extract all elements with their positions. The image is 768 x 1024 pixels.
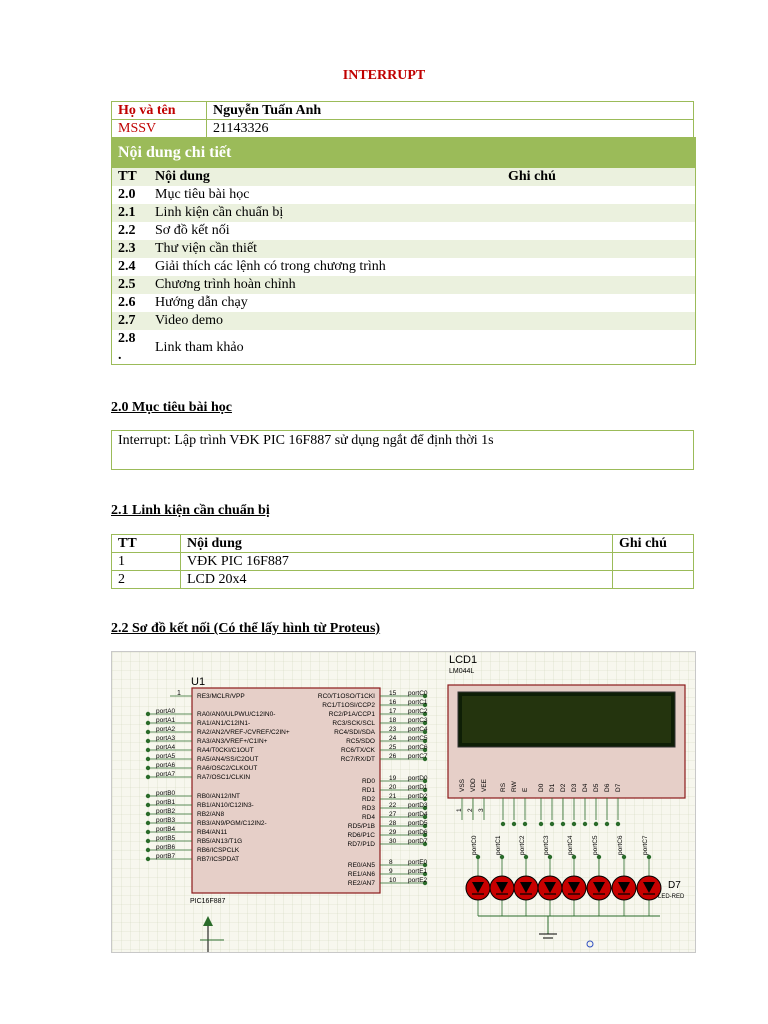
port-label: portC6 — [408, 744, 428, 751]
wire-junction — [583, 822, 587, 826]
student-info-table — [111, 101, 694, 138]
mcu-right-pin-label: RC5/SDO — [346, 738, 375, 745]
lcd-pin-number: 3 — [478, 808, 485, 812]
lcd-pin-label: RS — [500, 782, 507, 792]
toc-text: Thư viện cần thiết — [155, 241, 258, 256]
wire-junction — [594, 822, 598, 826]
toc-row — [112, 222, 695, 240]
toc-tt: 2.6 — [118, 295, 136, 310]
mcu-left-pin-label: RA6/OSC2/CLKOUT — [197, 765, 258, 772]
comp-text: LCD 20x4 — [181, 571, 613, 589]
pin-number: 30 — [389, 838, 397, 845]
pin-number: 10 — [389, 877, 397, 884]
port-label: portB0 — [156, 790, 176, 797]
port-label: portB1 — [156, 799, 176, 806]
comp-text: VĐK PIC 16F887 — [181, 553, 613, 571]
lcd-pin-number: 1 — [456, 808, 463, 812]
toc-text: Link tham khảo — [155, 339, 244, 355]
mcu-left-pin-label: RA1/AN1/C12IN1- — [197, 720, 251, 727]
toc-text: Video demo — [155, 313, 223, 328]
pin-number: 27 — [389, 811, 397, 818]
lcd-pin-label: VSS — [459, 778, 466, 792]
pin-number: 26 — [389, 753, 397, 760]
port-label: portD7 — [408, 838, 428, 845]
mcu-right-pin-label: RD0 — [361, 778, 375, 785]
lcd-pin-label: D6 — [604, 783, 611, 792]
wire-junction — [146, 730, 150, 734]
port-label: portD0 — [408, 775, 428, 782]
toc-row — [112, 276, 695, 294]
toc-row — [112, 204, 695, 222]
pin-number: 9 — [389, 868, 393, 875]
mcu-right-pin-label: RC4/SDI/SDA — [334, 729, 375, 736]
port-label: portE2 — [408, 877, 428, 884]
lcd-pin-label: RW — [511, 781, 518, 792]
mcu-right-pin-label: RD4 — [361, 814, 375, 821]
lcd-pin-label: D0 — [538, 783, 545, 792]
toc-text: Hướng dẫn chạy — [155, 295, 248, 310]
port-label: portA6 — [156, 762, 176, 769]
led-ref: D7 — [668, 880, 681, 891]
wire-junction — [146, 848, 150, 852]
led-port-label: portC0 — [471, 835, 478, 855]
id-label: MSSV — [112, 120, 207, 138]
toc-row — [112, 294, 695, 312]
port-label: portA1 — [156, 717, 176, 724]
comp-note — [613, 553, 694, 571]
port-label: portC7 — [408, 753, 428, 760]
wire-junction — [146, 803, 150, 807]
wire-junction — [501, 822, 505, 826]
toc-row — [112, 186, 695, 204]
name-value: Nguyễn Tuấn Anh — [207, 102, 694, 120]
toc-tt: 2.7 — [118, 313, 136, 328]
mcu-right-pin-label: RC7/RX/DT — [340, 756, 375, 763]
pin-number: 23 — [389, 726, 397, 733]
lcd-pin-label: D2 — [560, 783, 567, 792]
port-label: portD2 — [408, 793, 428, 800]
wire-junction — [550, 822, 554, 826]
wire-junction — [523, 822, 527, 826]
pin1-number: 1 — [177, 690, 181, 697]
mcu-right-pin-label: RD7/P1D — [347, 841, 375, 848]
wire-junction — [146, 812, 150, 816]
port-label: portA5 — [156, 753, 176, 760]
wire-junction — [146, 748, 150, 752]
toc-text: Chương trình hoàn chỉnh — [155, 277, 296, 292]
pin-number: 20 — [389, 784, 397, 791]
port-label: portC2 — [408, 708, 428, 715]
port-label: portA0 — [156, 708, 176, 715]
lcd-part: LM044L — [449, 668, 475, 675]
mcu-right-pin-label: RD3 — [361, 805, 375, 812]
mcu-right-pin-label: RD6/P1C — [347, 832, 375, 839]
mcu-right-pin-label: RC0/T1OSO/T1CKI — [317, 693, 375, 700]
led-port-label: portC5 — [592, 835, 599, 855]
port-label: portA7 — [156, 771, 176, 778]
wire-junction — [146, 739, 150, 743]
port-label: portC1 — [408, 699, 428, 706]
wire-junction — [512, 822, 516, 826]
mcu-left-pin-label: RA2/AN2/VREF-/CVREF/C2IN+ — [197, 729, 290, 736]
toc-row — [112, 258, 695, 276]
toc-text: Giải thích các lệnh có trong chương trình — [155, 259, 386, 274]
comp-col-note: Ghi chú — [613, 535, 694, 553]
mcu-left-pin-label: RB6/ICSPCLK — [197, 847, 240, 854]
toc-heading: Nội dung chi tiết — [112, 137, 695, 168]
lcd-pin-label: D7 — [615, 783, 622, 792]
pin-number: 17 — [389, 708, 397, 715]
led-port-label: portC4 — [567, 835, 574, 855]
lcd-screen-inner — [462, 696, 671, 743]
wire-junction — [146, 830, 150, 834]
mcu-left-pin-label: RA5/AN4/SS/C2OUT — [197, 756, 259, 763]
mcu-right-pin-label: RC1/T1OSI/CCP2 — [322, 702, 375, 709]
mcu-right-pin-label: RD5/P1B — [347, 823, 375, 830]
port-label: portB7 — [156, 853, 176, 860]
lcd-pin-label: D1 — [549, 783, 556, 792]
mcu-left-pin-label: RA3/AN3/VREF+/C1IN+ — [197, 738, 268, 745]
toc-col-note: Ghi chú — [508, 169, 556, 184]
toc-tt: 2.5 — [118, 277, 136, 292]
mcu-right-pin-label: RC6/TX/CK — [341, 747, 375, 754]
toc-row — [112, 240, 695, 258]
mcu-left-pin-label: RA4/T0CKI/C1OUT — [197, 747, 254, 754]
wire-junction — [146, 721, 150, 725]
wire-junction — [146, 857, 150, 861]
comp-note — [613, 571, 694, 589]
mcu-right-pin-label: RE1/AN6 — [347, 871, 375, 878]
mcu-right-pin-label: RD1 — [361, 787, 375, 794]
pin-number: 28 — [389, 820, 397, 827]
wire-junction — [572, 822, 576, 826]
comp-col-content: Nội dung — [181, 535, 613, 553]
port-label: portD5 — [408, 820, 428, 827]
toc-tt: 2.0 — [118, 187, 136, 202]
pin-number: 29 — [389, 829, 397, 836]
port-label: portC4 — [408, 726, 428, 733]
toc-text: Sơ đồ kết nối — [155, 223, 230, 238]
lcd-pin-label: D5 — [593, 783, 600, 792]
toc-text: Mục tiêu bài học — [155, 187, 250, 202]
lcd-pin-number: 2 — [467, 808, 474, 812]
port-label: portE1 — [408, 868, 428, 875]
toc-tt: 2.1 — [118, 205, 136, 220]
comp-tt: 1 — [112, 553, 181, 571]
toc-table — [111, 137, 696, 365]
wire-junction — [146, 775, 150, 779]
wire-junction — [146, 757, 150, 761]
wire-junction — [146, 794, 150, 798]
pin-number: 8 — [389, 859, 393, 866]
id-value: 21143326 — [207, 120, 694, 138]
mcu-left-pin-label: RA7/OSC1/CLKIN — [197, 774, 251, 781]
lcd-pin-label: E — [522, 787, 529, 792]
section-heading-2-1: 2.1 Linh kiện cần chuẩn bị — [111, 503, 270, 518]
mcu-right-pin-label: RE0/AN5 — [347, 862, 375, 869]
led-port-label: portC7 — [642, 835, 649, 855]
pin-number: 16 — [389, 699, 397, 706]
port-label: portE0 — [408, 859, 428, 866]
pin-number: 18 — [389, 717, 397, 724]
port-label: portC0 — [408, 690, 428, 697]
led-port-label: portC6 — [617, 835, 624, 855]
wire-junction — [146, 766, 150, 770]
mcu-right-pin-label: RD2 — [361, 796, 375, 803]
wire-junction — [146, 712, 150, 716]
mcu-left-pin-label: RB7/ICSPDAT — [197, 856, 240, 863]
port-label: portA2 — [156, 726, 176, 733]
toc-text: Linh kiện cần chuẩn bị — [155, 205, 284, 220]
port-label: portD1 — [408, 784, 428, 791]
toc-tt: 2.2 — [118, 223, 136, 238]
port-label: portD4 — [408, 811, 428, 818]
components-table — [111, 534, 694, 589]
pin-number: 24 — [389, 735, 397, 742]
objective-box — [111, 430, 694, 470]
mcu-left-pin-label: RB4/AN11 — [197, 829, 228, 836]
lcd-pin-label: VEE — [481, 778, 488, 792]
pin-number: 19 — [389, 775, 397, 782]
port-label: portC5 — [408, 735, 428, 742]
pin-number: 21 — [389, 793, 397, 800]
port-label: portC3 — [408, 717, 428, 724]
port-label: portA4 — [156, 744, 176, 751]
port-label: portA3 — [156, 735, 176, 742]
toc-tt: 2.8 . — [118, 331, 136, 363]
comp-col-tt: TT — [112, 535, 181, 553]
pin-number: 25 — [389, 744, 397, 751]
objective-text: Interrupt: Lập trình VĐK PIC 16F887 sử dụng ngắt để định thời 1s — [118, 433, 494, 448]
toc-row — [112, 330, 695, 364]
mcu-left-pin-label: RB0/AN12/INT — [197, 793, 240, 800]
wire-junction — [539, 822, 543, 826]
mcu-right-pin-label: RC2/P1A/CCP1 — [328, 711, 375, 718]
toc-col-content: Nội dung — [155, 169, 210, 184]
schematic-diagram — [111, 651, 696, 953]
pin-number: 22 — [389, 802, 397, 809]
lcd-pin-label: D3 — [571, 783, 578, 792]
mcu-right-pin-label: RC3/SCK/SCL — [332, 720, 375, 727]
wire-junction — [146, 821, 150, 825]
port-label: portB4 — [156, 826, 176, 833]
mcu-left-pin-label: RB3/AN9/PGM/C12IN2- — [197, 820, 267, 827]
wire-junction — [146, 839, 150, 843]
mcu-right-pin-label: RE2/AN7 — [347, 880, 375, 887]
mcu-left-pin-label: RB1/AN10/C12IN3- — [197, 802, 254, 809]
lcd-pin-label: VDD — [470, 778, 477, 792]
lcd-pin-label: D4 — [582, 783, 589, 792]
mcu-left-pin-label: RA0/AN0/ULPWU/C12IN0- — [197, 711, 276, 718]
port-label: portB2 — [156, 808, 176, 815]
mcu-left-pin-label: RB2/AN8 — [197, 811, 225, 818]
document-title: INTERRUPT — [342, 68, 426, 83]
mcu-ref: U1 — [191, 676, 206, 688]
port-label: portB5 — [156, 835, 176, 842]
toc-tt: 2.3 — [118, 241, 136, 256]
wire-junction — [605, 822, 609, 826]
port-label: portB3 — [156, 817, 176, 824]
led-part: LED-RED — [658, 894, 685, 900]
port-label: portB6 — [156, 844, 176, 851]
led-port-label: portC1 — [495, 835, 502, 855]
name-label: Họ và tên — [112, 102, 207, 120]
toc-header-row — [112, 168, 695, 186]
wire-junction — [561, 822, 565, 826]
lcd-ref: LCD1 — [449, 654, 478, 666]
led-port-label: portC3 — [543, 835, 550, 855]
port-label: portD3 — [408, 802, 428, 809]
toc-row — [112, 312, 695, 330]
toc-tt: 2.4 — [118, 259, 136, 274]
comp-tt: 2 — [112, 571, 181, 589]
pin-number: 15 — [389, 690, 397, 697]
mcu-part: PIC16F887 — [190, 898, 226, 905]
wire-junction — [616, 822, 620, 826]
led-port-label: portC2 — [519, 835, 526, 855]
mcu-left-pin-label: RE3/MCLR/VPP — [197, 693, 245, 700]
mcu-left-pin-label: RB5/AN13/T1G — [197, 838, 243, 845]
section-heading-2-2: 2.2 Sơ đồ kết nối (Có thể lấy hình từ Proteus) — [111, 621, 381, 636]
port-label: portD6 — [408, 829, 428, 836]
toc-col-tt: TT — [118, 169, 137, 184]
section-heading-2-0: 2.0 Mục tiêu bài học — [111, 400, 232, 415]
